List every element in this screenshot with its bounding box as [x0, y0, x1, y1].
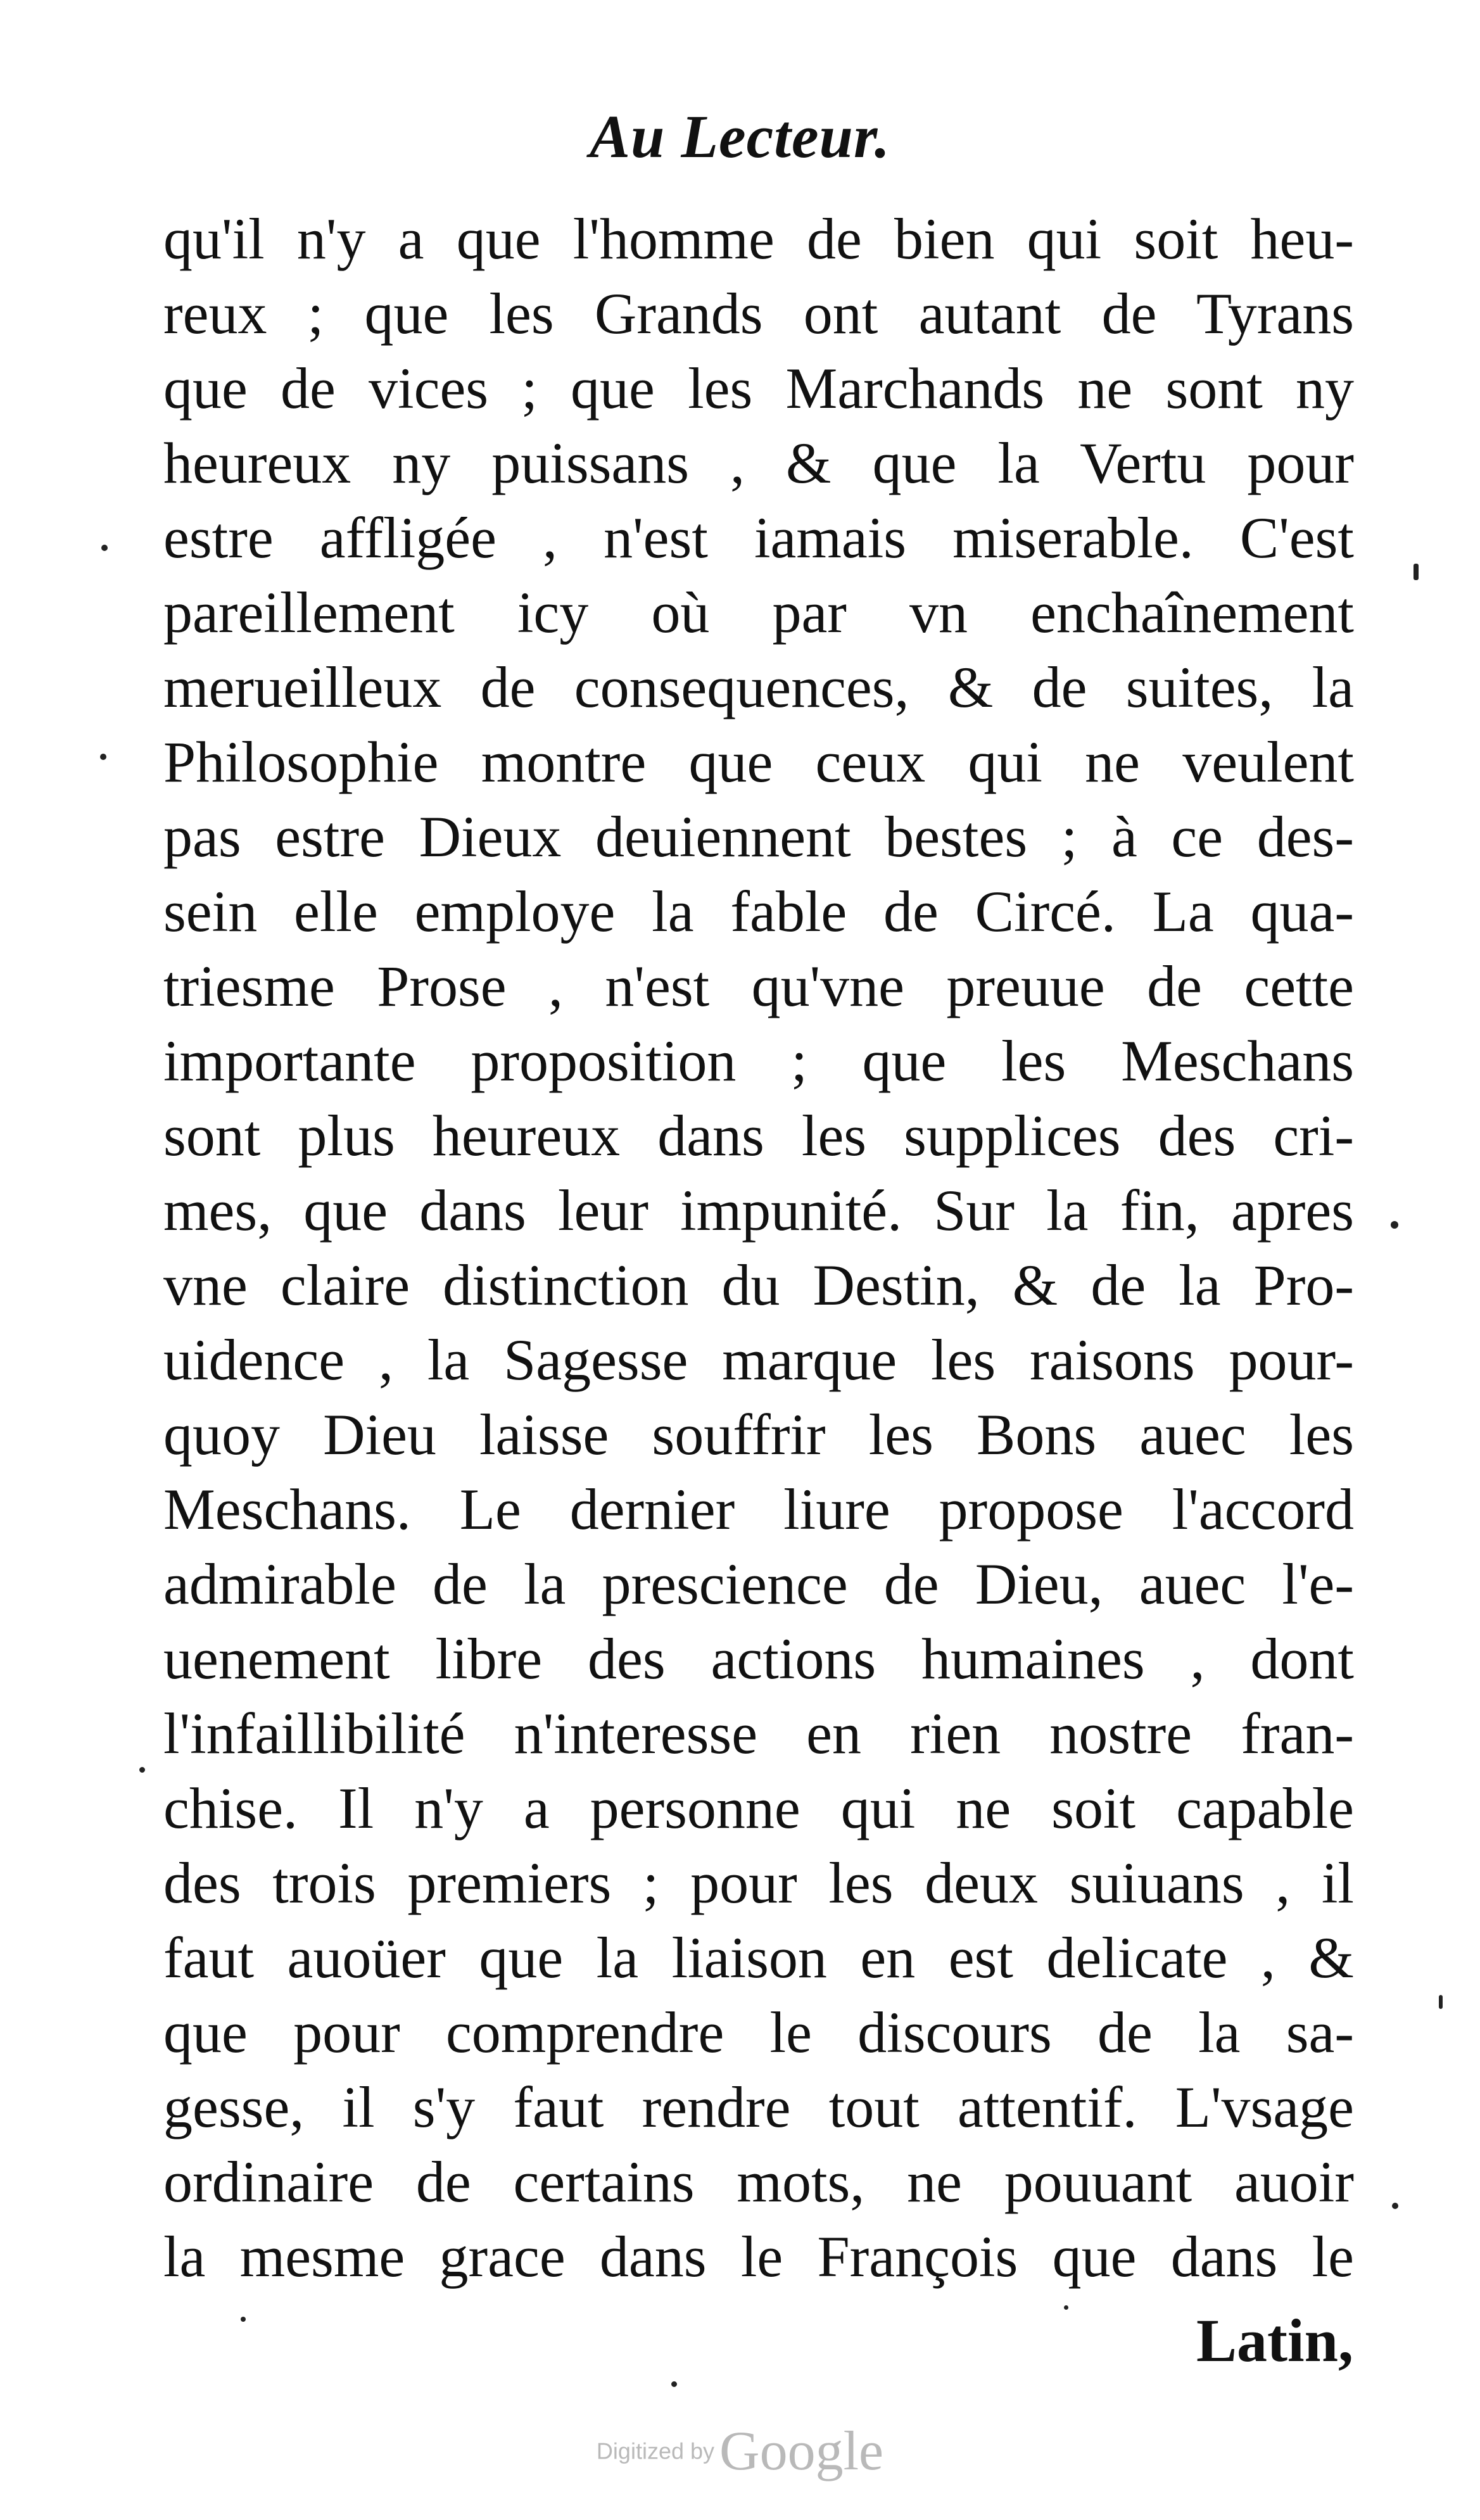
text-line: l'infaillibilité n'interesse en rien nostre fran-: [163, 1701, 1354, 1766]
text-line: ordinaire de certains mots, ne pouuant auoir: [163, 2150, 1354, 2214]
watermark-prefix: Digitized by: [596, 2438, 715, 2464]
ink-speck: [1392, 2203, 1398, 2209]
ink-speck: [1439, 1995, 1443, 2009]
text-line: gesse, il s'y faut rendre tout attentif. L'vsage: [163, 2075, 1354, 2139]
ink-speck: [671, 2381, 677, 2387]
text-line: quoy Dieu laisse souffrir les Bons auec les: [163, 1402, 1354, 1467]
digitization-watermark: [0, 2419, 1480, 2483]
ink-speck: [1064, 2305, 1068, 2310]
text-line: pareillement icy où par vn enchaînement: [163, 580, 1354, 645]
text-line: reux ; que les Grands ont autant de Tyrans: [163, 281, 1354, 346]
text-line: estre affligée , n'est iamais miserable. C'est: [163, 505, 1354, 570]
text-line: vne claire distinction du Destin, & de la Pro-: [163, 1253, 1354, 1317]
text-line: que de vices ; que les Marchands ne sont ny: [163, 356, 1354, 421]
ink-speck: [1414, 564, 1419, 580]
text-line: sein elle employe la fable de Circé. La qua-: [163, 879, 1354, 944]
text-line: Meschans. Le dernier liure propose l'accord: [163, 1477, 1354, 1542]
text-line: chise. Il n'y a personne qui ne soit capable: [163, 1776, 1354, 1840]
text-line: que pour comprendre le discours de la sa-: [163, 2000, 1354, 2065]
text-line: mes, que dans leur impunité. Sur la fin, apres: [163, 1178, 1354, 1243]
ink-speck: [139, 1767, 145, 1773]
text-line: Philosophie montre que ceux qui ne veulent: [163, 730, 1354, 794]
text-line: faut auoüer que la liaison en est delicate , &: [163, 1925, 1354, 1990]
ink-speck: [100, 754, 106, 760]
text-line: uidence , la Sagesse marque les raisons pour-: [163, 1327, 1354, 1392]
body-text: [163, 201, 1354, 2294]
text-line: uenement libre des actions humaines , dont: [163, 1626, 1354, 1691]
text-line: importante proposition ; que les Meschans: [163, 1029, 1354, 1093]
ink-speck: [101, 545, 108, 551]
text-line: heureux ny puissans , & que la Vertu pour: [163, 431, 1354, 495]
text-line: pas estre Dieux deuiennent bestes ; à ce des-: [163, 804, 1354, 869]
text-line: merueilleux de consequences, & de suites, la: [163, 655, 1354, 719]
text-line: sont plus heureux dans les supplices des cri-: [163, 1103, 1354, 1168]
catchword: Latin,: [1196, 2307, 1353, 2374]
text-line: admirable de la prescience de Dieu, auec l'e-: [163, 1552, 1354, 1616]
ink-speck: [1391, 1221, 1398, 1229]
text-line: triesme Prose , n'est qu'vne preuue de cette: [163, 954, 1354, 1018]
text-line: des trois premiers ; pour les deux suiuans , il: [163, 1851, 1354, 1915]
text-line: qu'il n'y a que l'homme de bien qui soit heu-: [163, 206, 1354, 271]
text-line: la mesme grace dans le François que dans le: [163, 2224, 1354, 2289]
ink-speck: [241, 2317, 246, 2322]
running-head: Au Lecteur.: [589, 103, 890, 170]
watermark-brand: Google: [719, 2421, 884, 2482]
